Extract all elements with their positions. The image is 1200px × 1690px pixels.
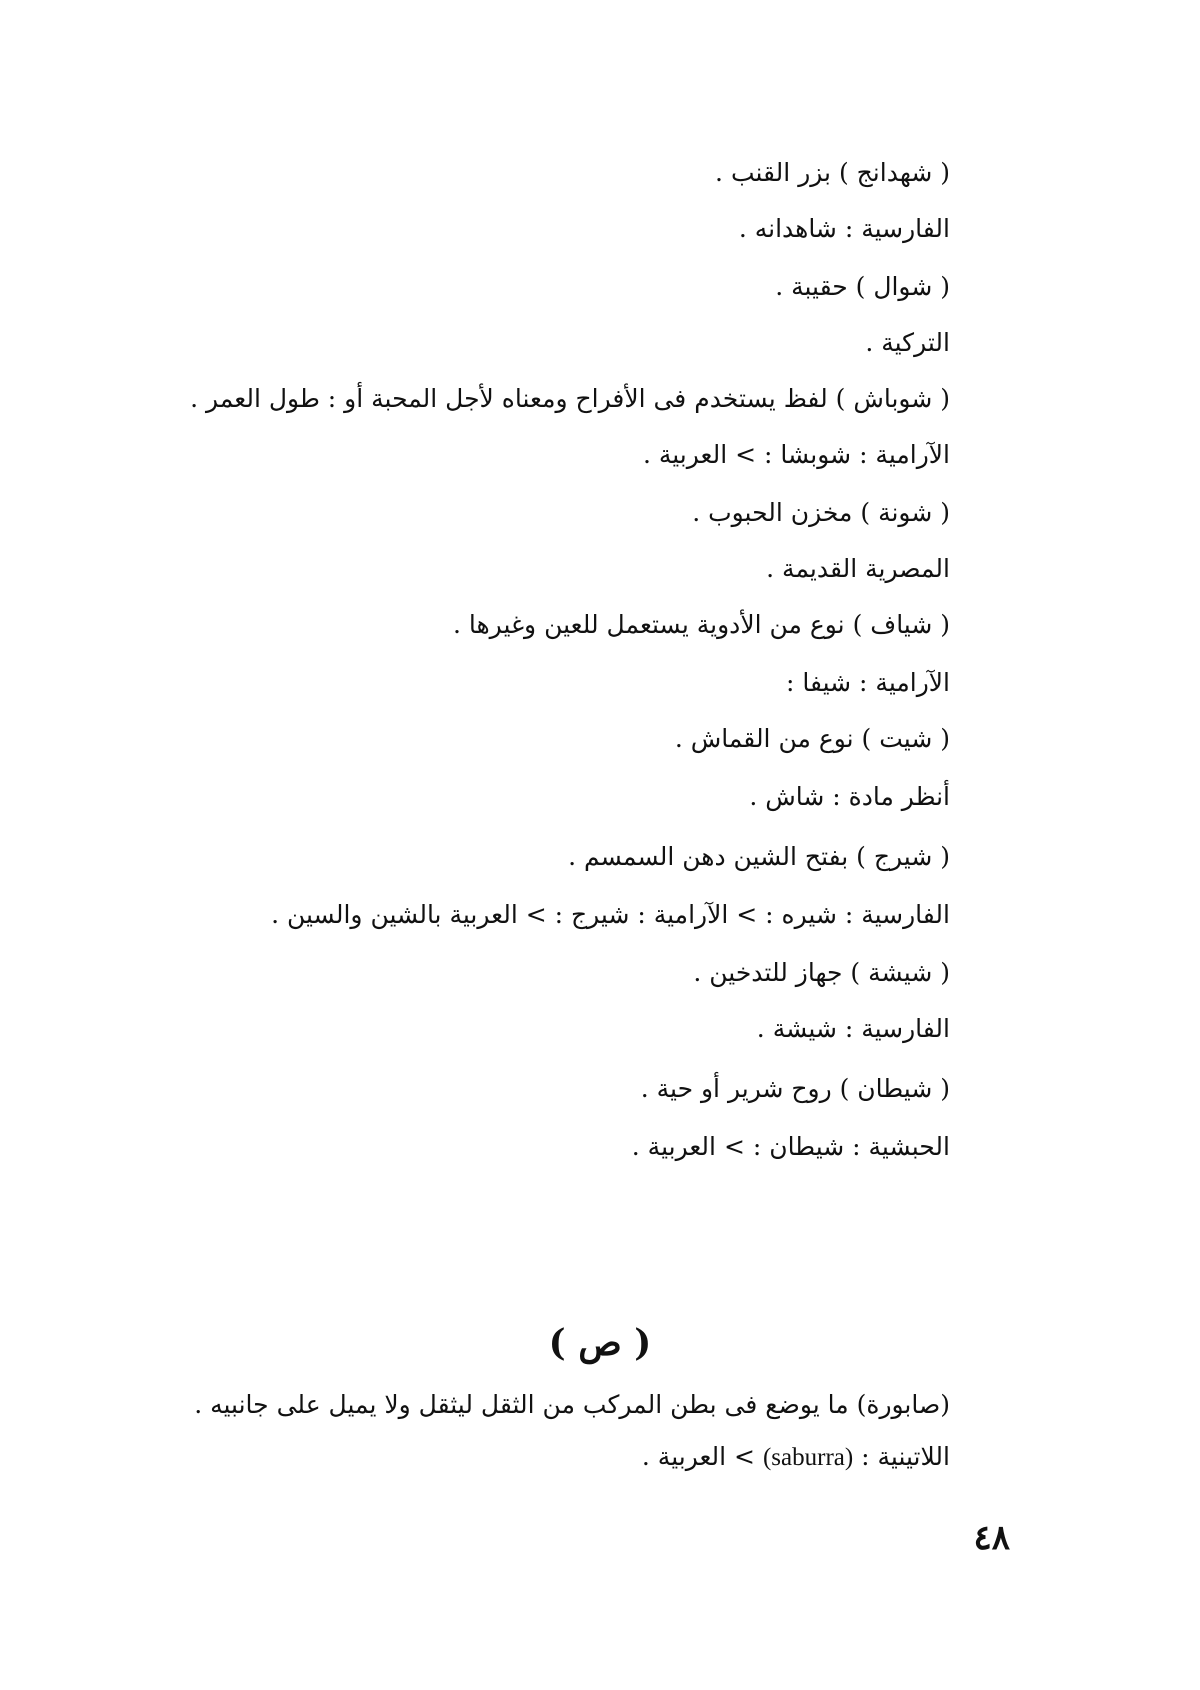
entry-line: الآرامية : شيفا :: [785, 668, 950, 697]
entry-line: ( شيشة ) جهاز للتدخين .: [693, 958, 950, 987]
latin-term: (saburra): [762, 1444, 854, 1471]
section-heading: ( ص ): [548, 1322, 652, 1364]
etymology-suffix: > العربية .: [641, 1442, 756, 1471]
entry-line: ( شوال ) حقيبة .: [775, 272, 950, 301]
entry-line: (صابورة) ما يوضع فى بطن المركب من الثقل ليثقل ولا يميل على جانبيه .: [194, 1390, 950, 1419]
entry-line: أنظر مادة : شاش .: [749, 782, 950, 811]
entry-line: ( شيطان ) روح شرير أو حية .: [640, 1074, 950, 1103]
etymology-prefix: اللاتينية :: [861, 1442, 950, 1471]
page-number: ٤٨: [973, 1518, 1010, 1558]
entry-line: الفارسية : شاهدانه .: [738, 214, 950, 243]
entry-line: الحبشية : شيطان : > العربية .: [631, 1132, 950, 1161]
entry-line: ( شيت ) نوع من القماش .: [674, 724, 950, 753]
entry-line: الآرامية : شوبشا : > العربية .: [642, 440, 950, 469]
entry-line: ( شوباش ) لفظ يستخدم فى الأفراح ومعناه لأجل المحبة أو : طول العمر .: [190, 384, 950, 413]
entry-line: الفارسية : شيره : > الآرامية : شيرج : > العربية بالشين والسين .: [271, 900, 950, 929]
entry-line-etymology: [642, 1442, 950, 1473]
entry-line: ( شيرج ) بفتح الشين دهن السمسم .: [568, 842, 950, 871]
entry-line: ( شياف ) نوع من الأدوية يستعمل للعين وغيرها .: [452, 610, 950, 639]
entry-line: ( شهدانج ) بزر القنب .: [715, 158, 950, 187]
entry-line: الفارسية : شيشة .: [756, 1014, 950, 1043]
entry-line: التركية .: [865, 328, 950, 357]
entry-line: ( شونة ) مخزن الحبوب .: [692, 498, 950, 527]
entry-line: المصرية القديمة .: [766, 554, 950, 583]
